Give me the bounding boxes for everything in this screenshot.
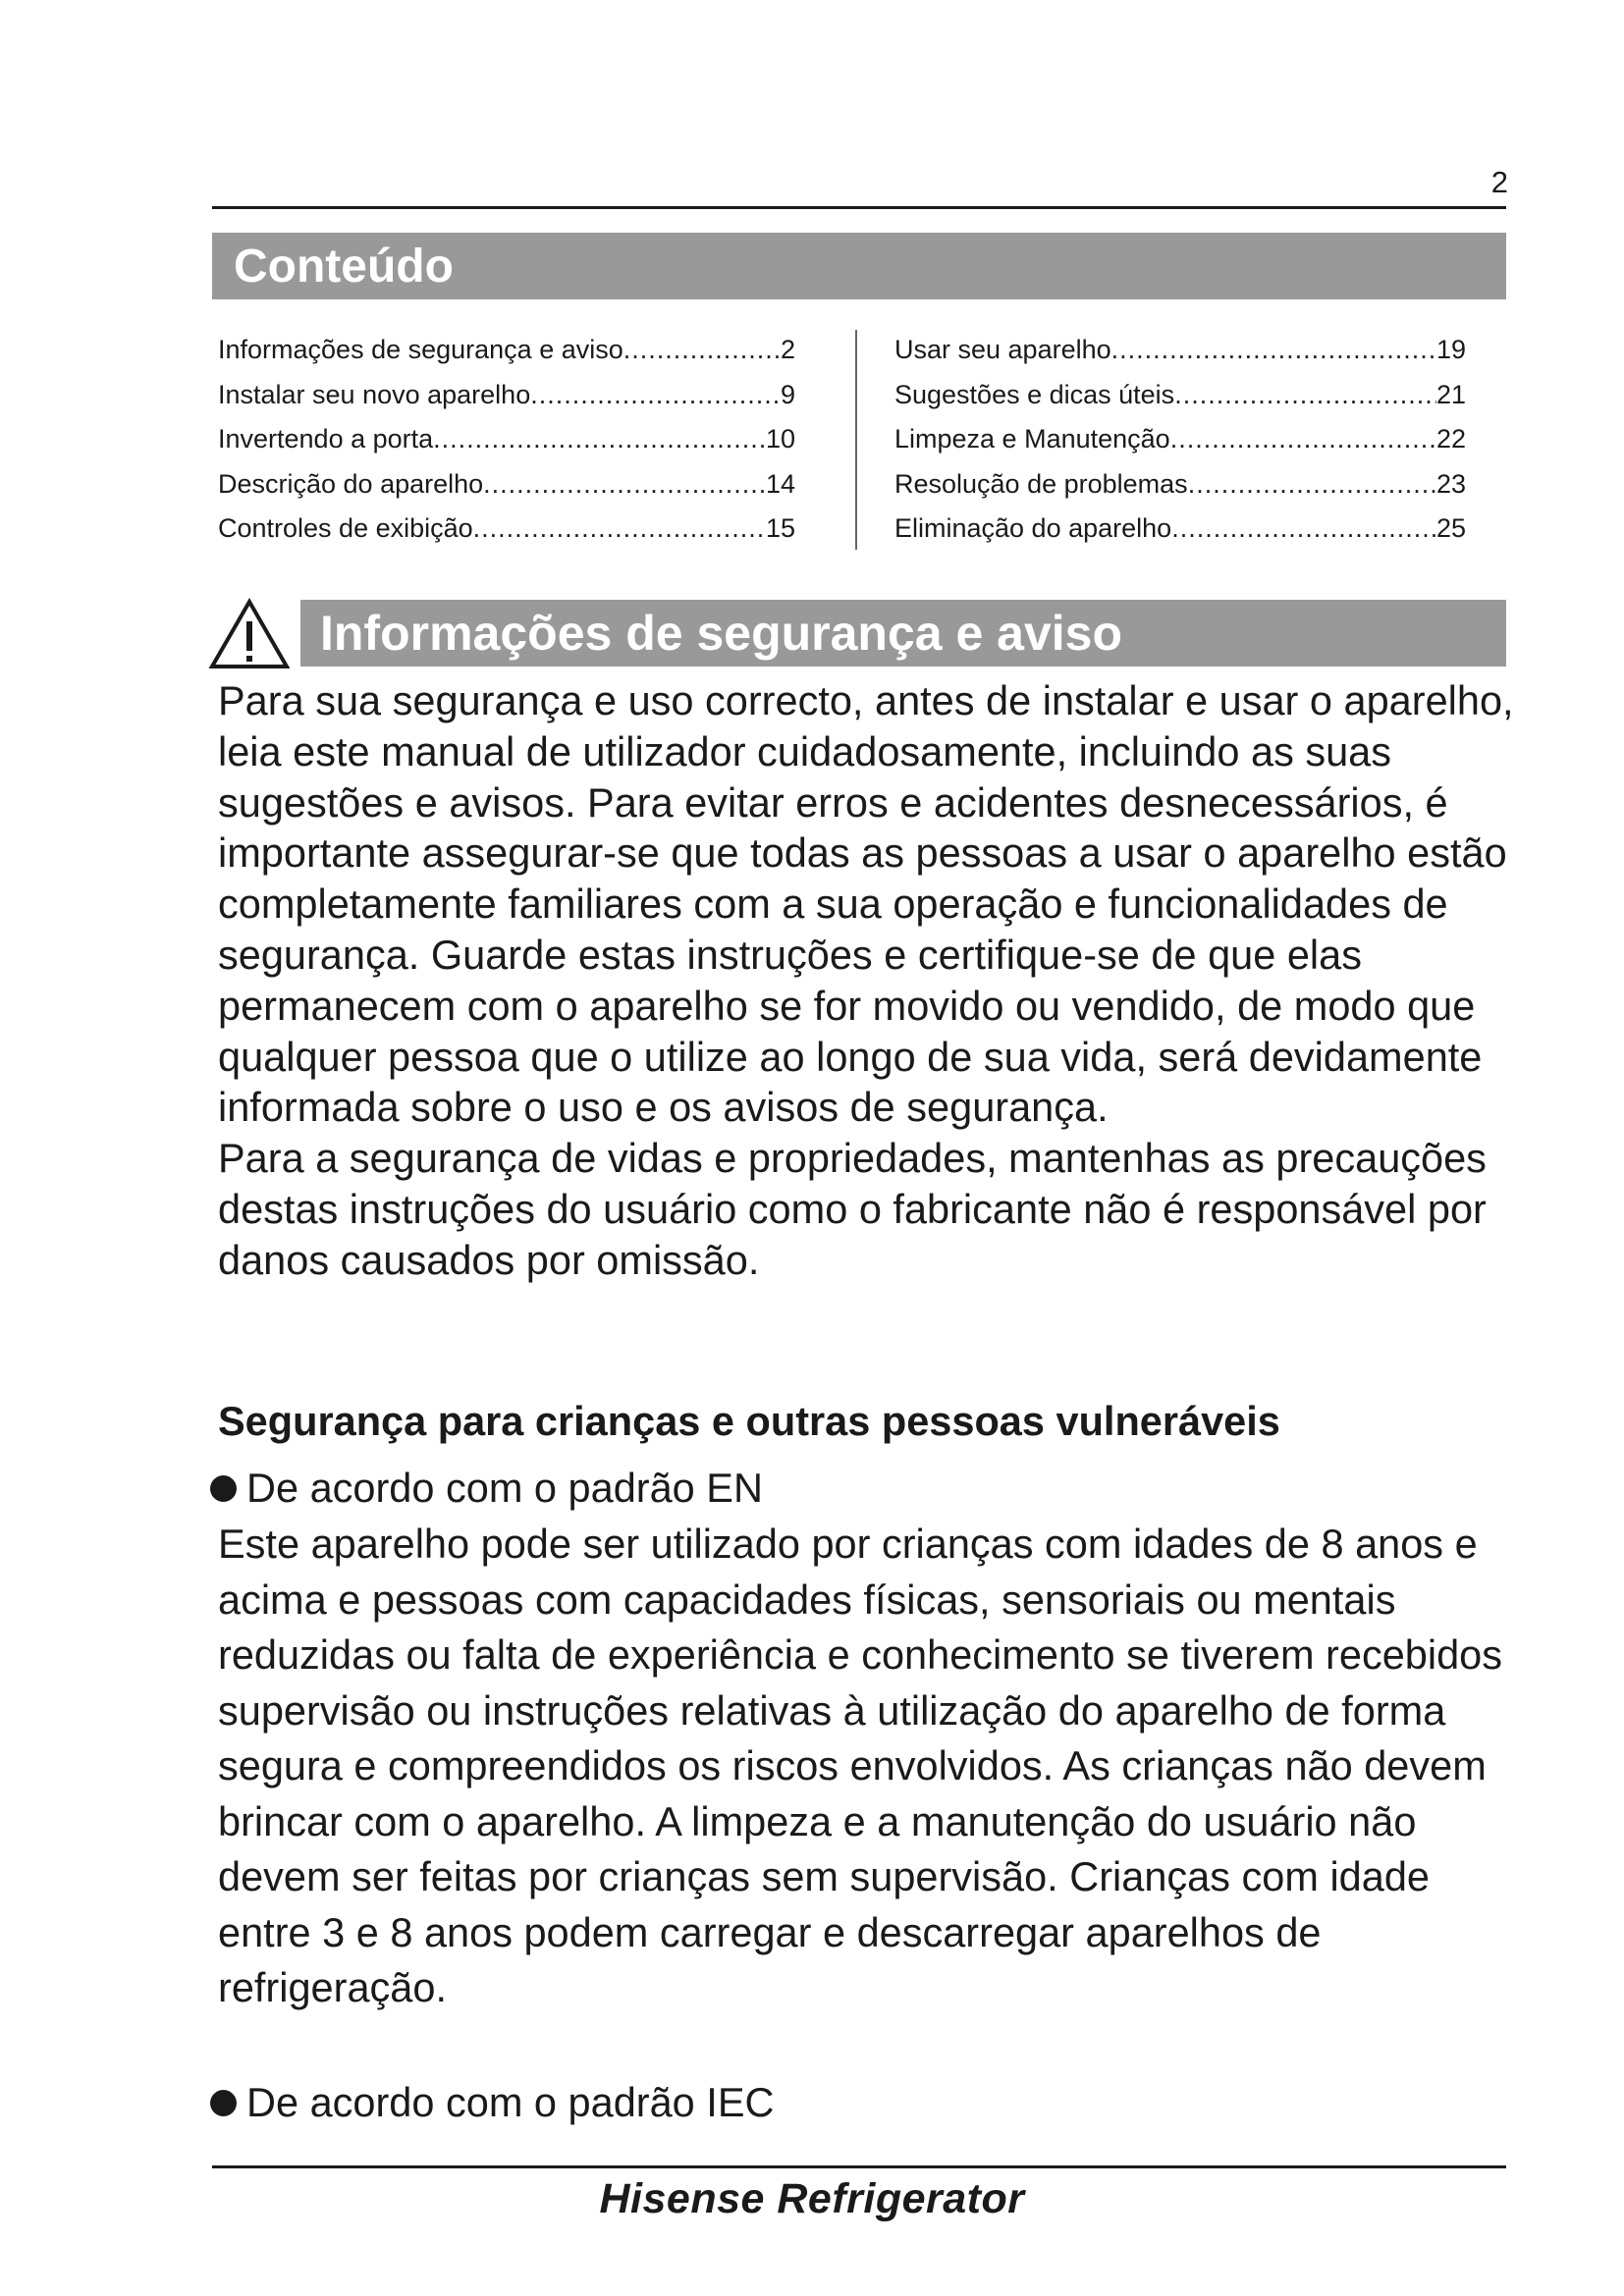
toc-page: 21 bbox=[1435, 379, 1466, 409]
footer-brand: Hisense Refrigerator bbox=[599, 2175, 1025, 2222]
toc-page: 10 bbox=[765, 424, 795, 454]
toc-page: 9 bbox=[780, 379, 795, 409]
bullet-dot-icon bbox=[210, 2090, 237, 2116]
toc-page: 22 bbox=[1435, 424, 1466, 454]
toc-item bbox=[894, 373, 1466, 418]
toc-label: Usar seu aparelho bbox=[894, 335, 1111, 364]
toc-divider bbox=[855, 330, 857, 550]
toc-item bbox=[894, 507, 1466, 552]
toc-label: Resolução de problemas bbox=[894, 468, 1188, 499]
bullet-dot-icon bbox=[210, 1475, 237, 1502]
toc-page: 25 bbox=[1435, 513, 1466, 543]
toc-label: Informações de segurança e aviso bbox=[218, 335, 623, 364]
toc-label: Eliminação do aparelho bbox=[894, 513, 1172, 543]
toc-label: Controles de exibição bbox=[218, 513, 473, 543]
toc-label: Sugestões e dicas úteis bbox=[894, 379, 1175, 409]
toc-page: 23 bbox=[1435, 468, 1466, 499]
toc-item bbox=[894, 417, 1466, 462]
toc-item bbox=[894, 462, 1466, 507]
toc-item bbox=[218, 417, 795, 462]
toc-item bbox=[218, 462, 795, 507]
warning-triangle-icon bbox=[208, 598, 291, 670]
footer-rule bbox=[212, 2165, 1506, 2168]
toc-page: 2 bbox=[780, 335, 795, 364]
toc-page: 15 bbox=[765, 513, 795, 543]
toc-page: 19 bbox=[1435, 335, 1466, 364]
liability-paragraph: Para a segurança de vidas e propriedades, mantenhas as precauções destas instruções do usuário como o fabricante não é responsável por danos causados por omissão. bbox=[218, 1135, 1487, 1283]
page-number: 2 bbox=[1490, 165, 1508, 199]
bullet-iec-standard bbox=[210, 2075, 774, 2130]
toc-label: Limpeza e Manutenção bbox=[894, 424, 1170, 454]
bullet-en-text: De acordo com o padrão EN bbox=[246, 1465, 763, 1511]
toc-label: Instalar seu novo aparelho bbox=[218, 379, 531, 409]
toc-right-column bbox=[894, 328, 1466, 552]
toc-item bbox=[894, 328, 1466, 373]
toc-item bbox=[218, 373, 795, 418]
toc-label: Invertendo a porta bbox=[218, 424, 434, 454]
safety-heading: Informações de segurança e aviso bbox=[300, 600, 1506, 667]
toc-item bbox=[218, 507, 795, 552]
toc-page: 14 bbox=[765, 468, 795, 499]
toc-left-column bbox=[218, 328, 795, 552]
safety-intro bbox=[218, 675, 1514, 1286]
contents-heading: Conteúdo bbox=[212, 233, 1506, 299]
intro-paragraph: Para sua segurança e uso correcto, antes de instalar e usar o aparelho, leia este manual de utilizador cuidadosamente, incluindo as suas sugestões e avisos. Para evitar erros e acidentes desnecessários, é importante assegurar-se que todas as pessoas a usar o aparelho estão completamente familiares com a sua operação e funcionalidades de segurança. Guarde estas instruções e certifique-se de que elas permanecem com o aparelho se for movido ou vendido, de modo que qualquer pessoa que o utilize ao longo de sua vida, será devidamente informada sobre o uso e os avisos de segurança. bbox=[218, 677, 1514, 1131]
children-safety-heading: Segurança para crianças e outras pessoas vulneráveis bbox=[218, 1398, 1280, 1444]
bullet-en-standard bbox=[210, 1461, 763, 1516]
children-paragraph: Este aparelho pode ser utilizado por crianças com idades de 8 anos e acima e pessoas com capacidades físicas, sensoriais ou mentais reduzidas ou falta de experiência e conhecimento se tiverem recebidos supervisão ou instruções relativas à utilização do aparelho de forma segura e compreendidos os riscos envolvidos. As crianças não devem brincar com o aparelho. A limpeza e a manutenção do usuário não devem ser feitas por crianças sem supervisão. Crianças com idade entre 3 e 8 anos podem carregar e descarregar aparelhos de refrigeração. bbox=[218, 1521, 1502, 2010]
bullet-iec-text: De acordo com o padrão IEC bbox=[246, 2079, 775, 2125]
toc-item bbox=[218, 328, 795, 373]
toc-label: Descrição do aparelho bbox=[218, 468, 484, 499]
header-rule bbox=[212, 206, 1506, 209]
